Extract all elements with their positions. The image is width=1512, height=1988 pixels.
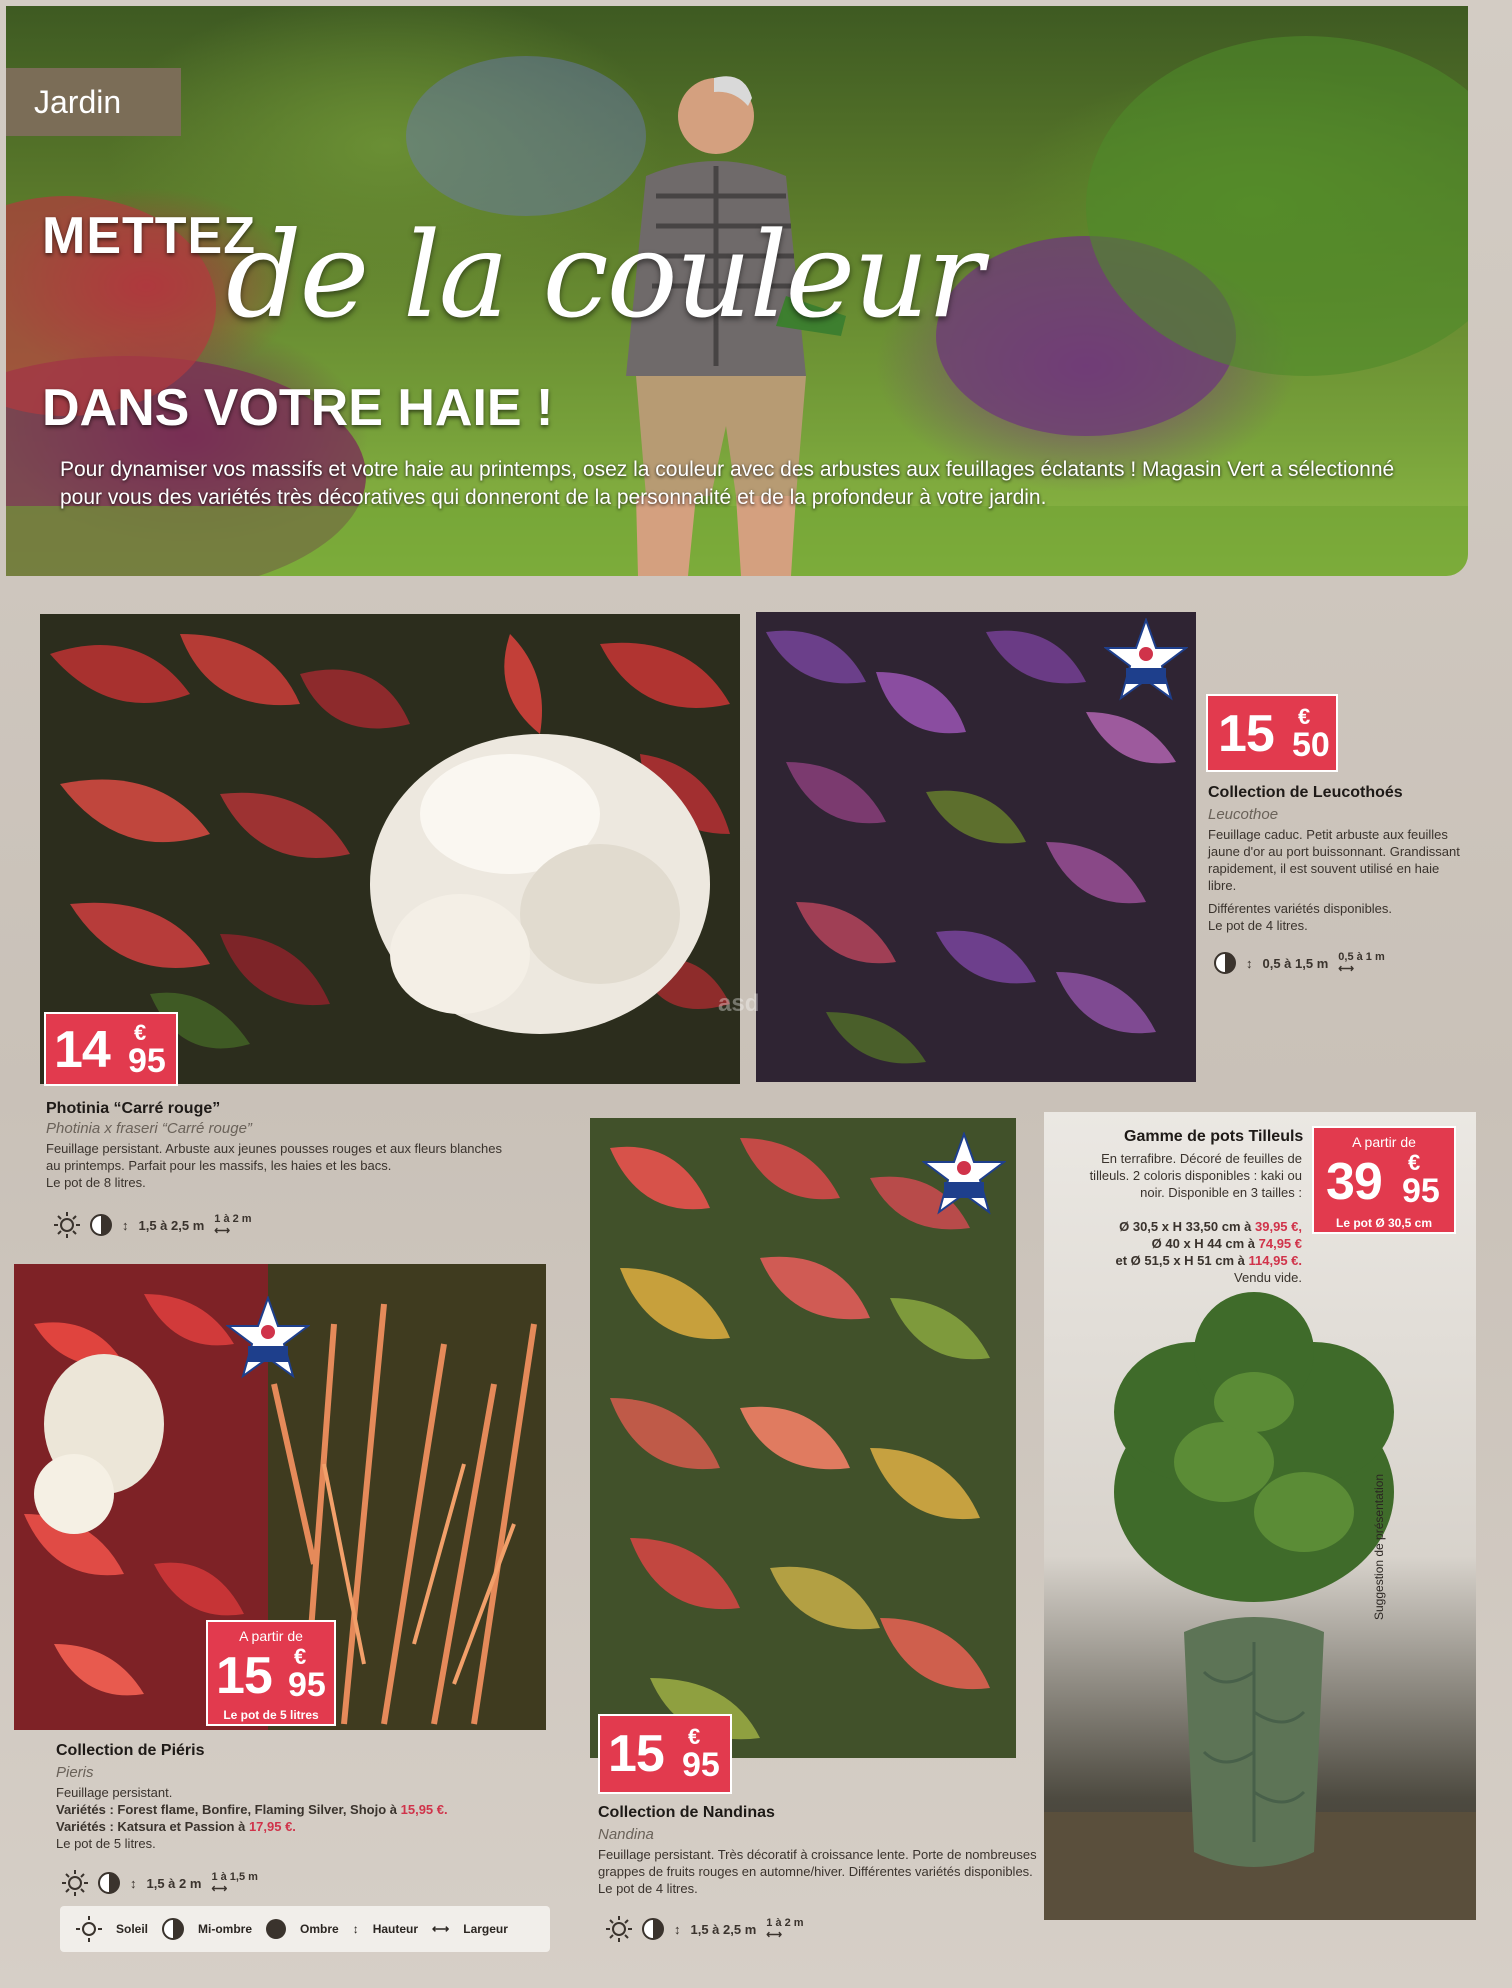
legend-height: Hauteur [372,1922,419,1936]
leucothoe-latin-name: Leucothoe [1208,806,1279,823]
pots-size-2 [1068,1235,1302,1252]
varieties-label: Variétés : Katsura et Passion à [56,1819,246,1834]
height-icon: ↕ [122,1217,129,1233]
price-from-label: A partir de [1352,1134,1416,1150]
leucothoe-varieties: Différentes variétés disponibles. [1208,901,1393,916]
width-icon: ⟷ [214,1225,231,1237]
photinia-width-group [214,1213,251,1237]
photinia-pot: Le pot de 8 litres. [46,1175,146,1190]
leucothoe-pot: Le pot de 4 litres. [1208,918,1308,933]
leucothoe-description: Feuillage caduc. Petit arbuste aux feuilles jaune d'or au port buissonnant. Grandissant rapidement, il est souvent utilisé en haie libre. [1208,827,1460,893]
price-currency: € [1408,1150,1421,1175]
pots-title: Gamme de pots Tilleuls [1124,1128,1304,1145]
width-icon: ⟷ [211,1883,228,1895]
headline-line-1: METTEZ [42,207,256,265]
legend-sun: Soleil [116,1922,149,1936]
nandina-width-group [766,1917,803,1941]
price-unit: Le pot de 5 litres [223,1708,319,1722]
leucothoe-width-group [1338,951,1384,975]
pieris-varieties-1 [56,1801,448,1818]
section-tag: Jardin [6,68,181,136]
price-cents: 95 [288,1666,326,1704]
pieris-width: 1 à 1,5 m [211,1871,258,1883]
nandina-title: Collection de Nandinas [598,1804,775,1821]
pieris-pot: Le pot de 5 litres. [56,1836,156,1851]
legend-bar [60,1906,550,1952]
pots-size-3 [1068,1252,1302,1269]
price-cents: 50 [1292,726,1330,764]
leucothoe-price-tag [1206,694,1338,772]
half-shade-icon [90,1214,112,1236]
price-main: 15 [608,1725,664,1783]
half-shade-icon [162,1918,184,1940]
pots-description: En terrafibre. Décoré de feuilles de tilleuls. 2 coloris disponibles : kaki ou noir. Disponible en 3 tailles : [1089,1151,1302,1200]
headline-line-3: DANS VOTRE HAIE ! [42,379,554,437]
photinia-description: Feuillage persistant. Arbuste aux jeunes pousses rouges et aux fleurs blanches au printemps. Parfait pour les massifs, les haies et les bacs. [46,1141,502,1173]
fleurs-de-france-logo [1104,618,1188,702]
price-main: 15 [216,1647,272,1705]
pieris-description: Feuillage persistant. [56,1785,173,1800]
pieris-latin-name: Pieris [56,1764,94,1781]
height-icon: ↕ [1246,955,1253,971]
varieties-label: Variétés : Forest flame, Bonfire, Flaming Silver, Shojo à [56,1802,397,1817]
nandina-width: 1 à 2 m [766,1917,804,1929]
size-label: Ø 40 x H 44 cm à [1151,1236,1255,1251]
price-currency: € [134,1020,147,1045]
pots-price-tag [1312,1126,1456,1234]
nandina-latin-name: Nandina [598,1826,654,1843]
fleurs-de-france-logo [226,1296,310,1380]
price-from-label: A partir de [239,1628,303,1644]
pots-size-1 [1068,1218,1302,1235]
headline-script: de la couleur [226,206,982,344]
price-main: 15 [1218,705,1274,763]
nandina-icons [606,1914,804,1944]
legend-shade: Ombre [300,1922,339,1936]
half-shade-icon [642,1918,664,1940]
half-shade-icon [98,1872,120,1894]
size-price: 114,95 €. [1248,1253,1302,1268]
pieris-varieties-2 [56,1818,296,1835]
sun-icon [76,1916,102,1942]
price-currency: € [1298,704,1311,729]
varieties-price: 17,95 €. [248,1819,296,1834]
height-icon: ↕ [130,1875,137,1891]
price-main: 14 [54,1021,110,1079]
photinia-price-tag [44,1012,178,1086]
leucothoe-icons [1214,948,1385,978]
price-main: 39 [1326,1153,1382,1211]
height-icon: ↕ [352,1922,359,1936]
price-cents: 95 [682,1746,720,1784]
legend-width: Largeur [463,1922,508,1936]
price-cents: 95 [1402,1172,1440,1210]
sun-icon [62,1870,88,1896]
leucothoe-width: 0,5 à 1 m [1338,951,1385,963]
nandina-height: 1,5 à 2,5 m [690,1921,757,1937]
fleurs-de-france-logo [922,1132,1006,1216]
photinia-icons [54,1210,252,1240]
price-unit: Le pot Ø 30,5 cm [1335,1216,1433,1230]
photinia-height: 1,5 à 2,5 m [138,1217,205,1233]
sun-icon [54,1212,80,1238]
photinia-title: Photinia “Carré rouge” [46,1100,221,1117]
size-label: Ø 30,5 x H 33,50 cm à [1119,1219,1252,1234]
price-cents: 95 [128,1042,166,1080]
half-shade-icon [1214,952,1236,974]
width-icon: ⟷ [432,1922,450,1936]
hero-banner [6,6,1468,576]
photinia-width: 1 à 2 m [214,1213,252,1225]
watermark: asd [718,990,760,1017]
legend-half-shade: Mi-ombre [198,1922,253,1936]
leucothoe-title: Collection de Leucothoés [1208,784,1403,801]
pieris-title: Collection de Piéris [56,1742,205,1759]
nandina-description: Feuillage persistant. Très décoratif à croissance lente. Porte de nombreuses grappes de fruits rouges en automne/hiver. Différentes variétés disponibles. Le pot de 4 litres. [598,1847,1037,1896]
varieties-price: 15,95 €. [400,1802,448,1817]
presentation-note: Suggestion de présentation [1372,1473,1386,1620]
price-currency: € [688,1724,701,1749]
intro-text: Pour dynamiser vos massifs et votre haie au printemps, osez la couleur avec des arbustes aux feuillages éclatants ! Magasin Vert a sélectionné pour vous des variétés très décoratives qui donneront de la personnalité et de la profondeur à votre jardin. [60,458,1395,509]
height-icon: ↕ [674,1921,681,1937]
size-price: 74,95 € [1258,1236,1302,1251]
pieris-height: 1,5 à 2 m [146,1875,202,1891]
size-price: 39,95 €, [1255,1219,1302,1234]
pots-note: Vendu vide. [1234,1270,1302,1285]
leucothoe-height: 0,5 à 1,5 m [1262,955,1329,971]
nandina-price-tag [598,1714,732,1794]
pieris-width-group [211,1871,257,1895]
size-label: et Ø 51,5 x H 51 cm à [1115,1253,1245,1268]
pieris-icons [62,1868,258,1898]
shade-icon [266,1919,286,1939]
price-currency: € [294,1644,307,1669]
photinia-latin-name: Photinia x fraseri “Carré rouge” [46,1120,252,1137]
width-icon: ⟷ [1338,963,1355,975]
width-icon: ⟷ [766,1929,783,1941]
pieris-price-tag [206,1620,336,1726]
sun-icon [606,1916,632,1942]
